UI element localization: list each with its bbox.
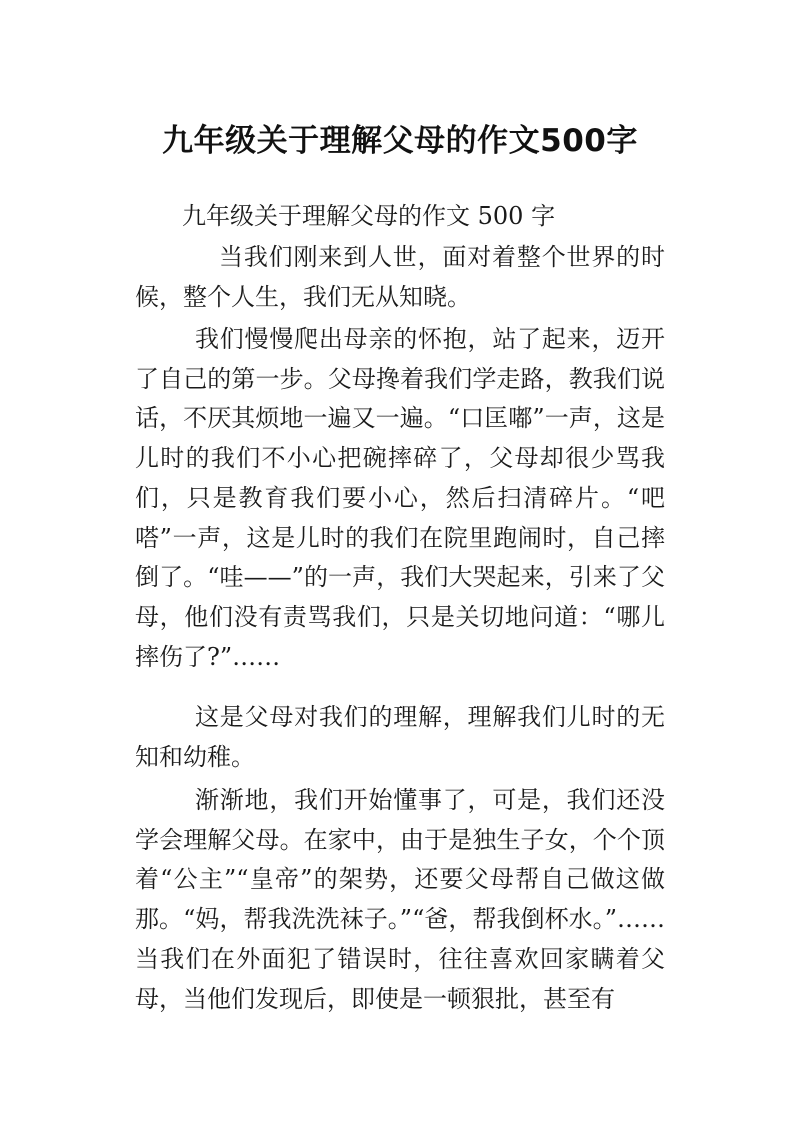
paragraph-3: 这是父母对我们的理解，理解我们儿时的无知和幼稚。 [135, 703, 665, 771]
document-title: 九年级关于理解父母的作文500字 [162, 122, 638, 159]
paragraph-4: 渐渐地，我们开始懂事了，可是，我们还没学会理解父母。在家中，由于是独生子女，个个顶着“公主”“皇帝”的架势，还要父母帮自己做这做那。“妈，帮我洗洗袜子。”“爸，帮我倒杯水。”……当我们在外面犯了错误时，往往喜欢回家瞒着父母，当他们发现后，即使是一顿狠批，甚至有 [135, 786, 665, 1013]
essay-subtitle: 九年级关于理解父母的作文 500 字 [182, 202, 556, 230]
paragraph-2: 我们慢慢爬出母亲的怀抱，站了起来，迈开了自己的第一步。父母搀着我们学走路，教我们说话，不厌其烦地一遍又一遍。“口匡嘟”一声，这是儿时的我们不小心把碗摔碎了，父母却很少骂我们，只是教育我们要小心，然后扫清碎片。“吧嗒”一声，这是儿时的我们在院里跑闹时，自己摔倒了。“哇——”的一声，我们大哭起来，引来了父母，他们没有责骂我们，只是关切地问道：“哪儿摔伤了?”…… [135, 325, 665, 671]
paragraph-1: 当我们刚来到人世，面对着整个世界的时候，整个人生，我们无从知晓。 [135, 243, 665, 311]
